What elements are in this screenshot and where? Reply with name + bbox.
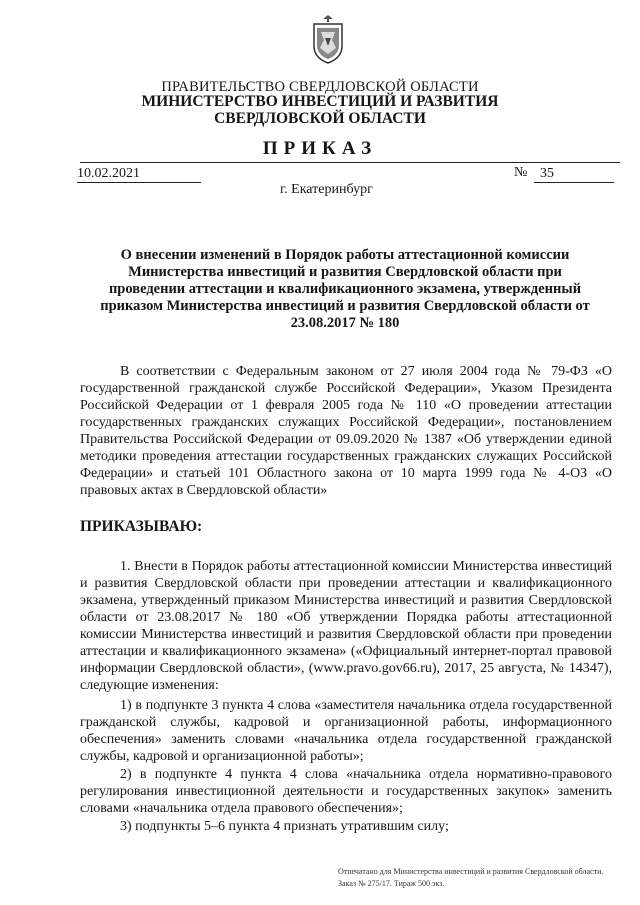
imprint-line-2: Заказ № 275/17. Тираж 500 экз.: [338, 879, 445, 888]
ministry-line-1: МИНИСТЕРСТВО ИНВЕСТИЦИЙ И РАЗВИТИЯ: [141, 93, 499, 110]
government-name: ПРАВИТЕЛЬСТВО СВЕРДЛОВСКОЙ ОБЛАСТИ: [161, 79, 479, 95]
subitem-2: 2) в подпункте 4 пункта 4 слова «начальника отдела нормативно-правового регулирования инвестиционной деятельности и государственных закупок» заменить словами «начальника отдела правового обеспечения»;: [80, 767, 612, 816]
orders-heading: ПРИКАЗЫВАЮ:: [80, 518, 203, 535]
subitem-3: 3) подпункты 5–6 пункта 4 признать утратившим силу;: [120, 819, 449, 834]
subitem-1: 1) в подпункте 3 пункта 4 слова «заместителя начальника отдела государственной гражданской службы, кадровой и организационной работы, информационного обеспечения» заменить словами «начальника отдела государственной гражданской службы, кадровой и организационной работы»;: [80, 698, 612, 764]
preamble: В соответствии с Федеральным законом от 27 июля 2004 года № 79-ФЗ «О государственной гражданской службе Российской Федерации», Указом Президента Российской Федерации от 1 февраля 2005 года № 110 «О проведении аттестации государственных гражданских служащих Российской Федерации», постановлением Правительства Российской Федерации от 09.09.2020 № 1387 «Об утверждении единой методики проведения аттестации государственных гражданских служащих Российской Федерации» и статьей 101 Областного закона от 10 марта 1999 года № 4-ОЗ «О правовых актах в Свердловской области»: [80, 364, 612, 498]
header-rule: [80, 162, 620, 163]
document-type: ПРИКАЗ: [262, 138, 378, 159]
imprint-line-1: Отпечатано для Министерства инвестиций и развития Свердловской области.: [338, 867, 604, 876]
document-title: О внесении изменений в Порядок работы аттестационной комиссии Министерства инвестиций и развития Свердловской области при проведении аттестации и квалификационного экзамена, утвержденный приказом Министерства инвестиций и развития Свердловской области от 23.08.2017 № 180: [100, 247, 590, 331]
order-number: 35: [534, 166, 614, 183]
print-imprint: [338, 866, 603, 890]
city: г. Екатеринбург: [280, 182, 373, 197]
ministry-name: [0, 93, 640, 127]
ministry-line-2: СВЕРДЛОВСКОЙ ОБЛАСТИ: [214, 110, 426, 127]
item-1: 1. Внести в Порядок работы аттестационной комиссии Министерства инвестиций и развития Свердловской области при проведении аттестации и квалификационного экзамена, утвержденный приказом Министерства инвестиций и развития Свердловской области от 23.08.2017 № 180 «Об утверждении Порядка работы аттестационной комиссии Министерства инвестиций и развития Свердловской области при проведении аттестации и квалификационного экзамена» («Официальный интернет-портал правовой информации Свердловской области», (www.pravo.gov66.ru), 2017, 25 августа, № 14347), следующие изменения:: [80, 559, 612, 693]
number-sign: №: [514, 165, 528, 180]
order-date: 10.02.2021: [77, 166, 201, 183]
coat-of-arms-icon: [310, 14, 346, 64]
